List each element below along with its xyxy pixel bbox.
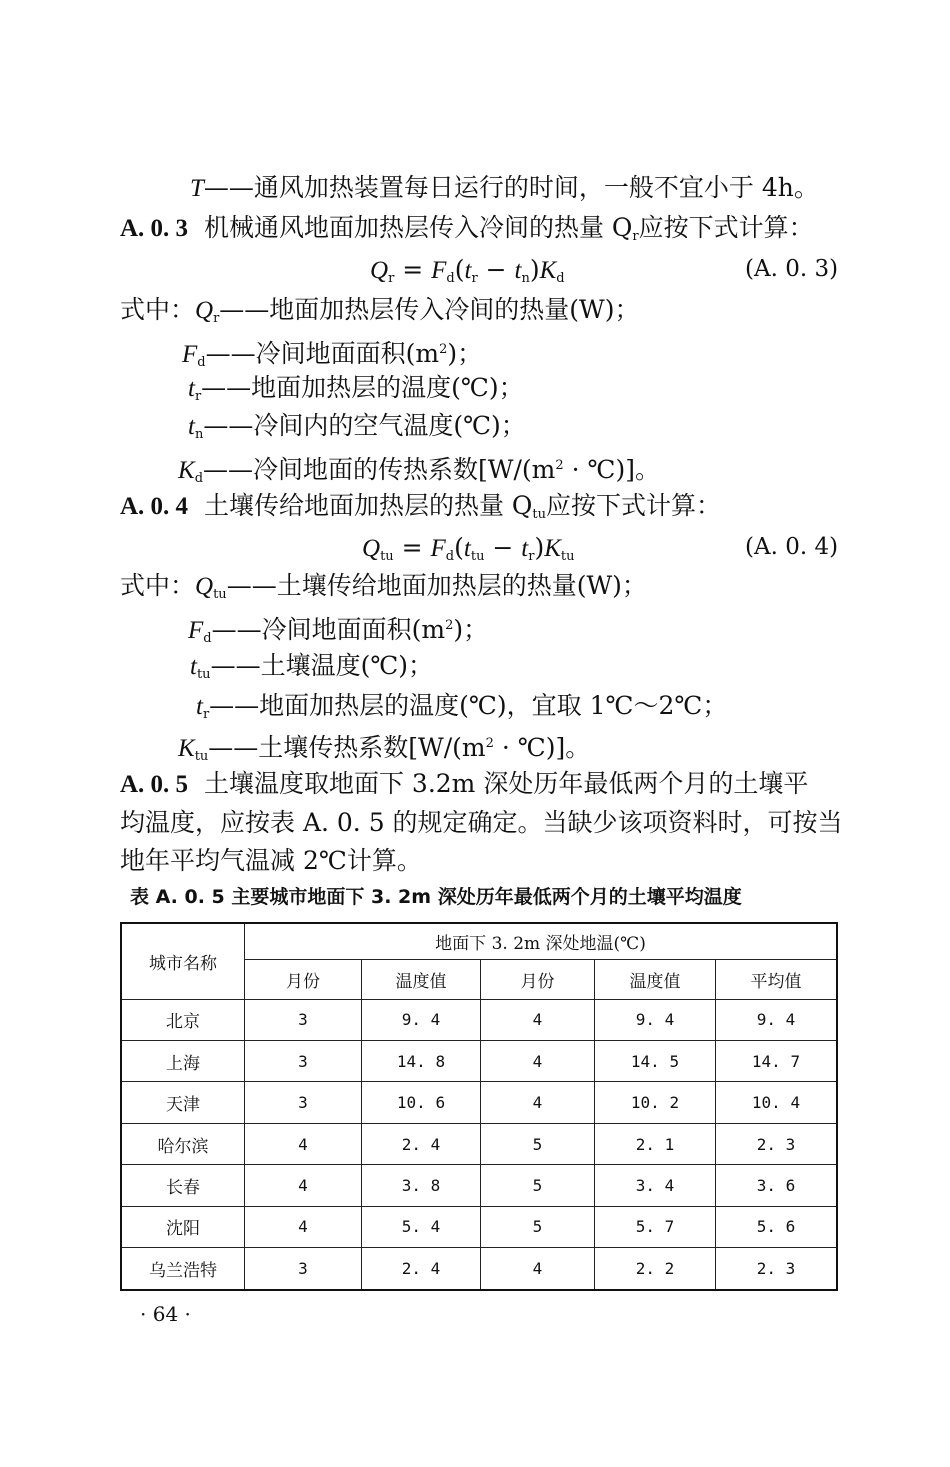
data-cell: 9. 4 (362, 999, 481, 1040)
equation-a03: $Q_r = F_d(t_r - t_n)K_d$ (370, 255, 565, 286)
clause-number: A. 0. 3 (120, 215, 189, 242)
data-cell: 3. 8 (362, 1165, 481, 1206)
data-cell: 2. 3 (716, 1248, 838, 1290)
data-cell: 4 (245, 1206, 362, 1247)
table-caption: 表 A. 0. 5 主要城市地面下 3. 2m 深处历年最低两个月的土壤平均温度 (130, 886, 742, 908)
data-cell: 5 (481, 1206, 595, 1247)
table-row (121, 1082, 837, 1123)
data-cell: 2. 3 (716, 1123, 838, 1164)
data-cell: 3 (245, 999, 362, 1040)
where-a03-4: $t_n——$冷间内的空气温度(℃)； (188, 411, 526, 442)
data-cell: 14. 5 (595, 1040, 716, 1081)
city-header: 城市名称 (121, 923, 245, 999)
clause-a05-line1: A. 0. 5 土壤温度取地面下 3.2m 深处历年最低两个月的土壤平 (120, 769, 809, 798)
where-a03-2: $F_d——$冷间地面面积$(m^2)$； (182, 339, 483, 370)
group-header: 地面下 3. 2m 深处地温(℃) (245, 923, 838, 959)
where-a04-2: $F_d——$冷间地面面积$(m^2)$； (188, 615, 489, 646)
data-cell: 14. 7 (716, 1040, 838, 1081)
data-cell: 4 (245, 1165, 362, 1206)
data-cell: 2. 1 (595, 1123, 716, 1164)
clause-number: A. 0. 4 (120, 493, 189, 520)
data-cell: 9. 4 (716, 999, 838, 1040)
page-number: · 64 · (140, 1302, 191, 1326)
where-a04-3: $t_{tu}——$土壤温度(℃)； (190, 651, 434, 682)
column-header: 温度值 (595, 959, 716, 999)
data-cell: 4 (481, 1040, 595, 1081)
data-cell: 5. 4 (362, 1206, 481, 1247)
city-cell: 沈阳 (121, 1206, 245, 1247)
where-a03-1: 式中：$Q_r——$地面加热层传入冷间的热量(W)； (120, 295, 640, 326)
data-cell: 2. 4 (362, 1123, 481, 1164)
city-cell: 上海 (121, 1040, 245, 1081)
column-header: 月份 (481, 959, 595, 999)
city-cell: 天津 (121, 1082, 245, 1123)
equation-number-a04: (A. 0. 4) (745, 534, 839, 560)
data-cell: 5. 6 (716, 1206, 838, 1247)
data-cell: 9. 4 (595, 999, 716, 1040)
city-cell: 长春 (121, 1165, 245, 1206)
data-cell: 10. 6 (362, 1082, 481, 1123)
city-cell: 乌兰浩特 (121, 1248, 245, 1290)
where-a03-3: $t_r——$地面加热层的温度(℃)； (188, 373, 524, 404)
data-cell: 4 (481, 1248, 595, 1290)
table-row (121, 1206, 837, 1247)
data-cell: 5 (481, 1123, 595, 1164)
table-row (121, 1123, 837, 1164)
city-cell: 北京 (121, 999, 245, 1040)
data-cell: 3 (245, 1082, 362, 1123)
where-a04-1: 式中：$Q_{tu}——$土壤传给地面加热层的热量(W)； (120, 571, 647, 602)
where-a03-5: $K_d——$冷间地面的传热系数[$W/(m^2$ · ℃)]。 (178, 455, 660, 486)
where-a04-4: $t_r——$地面加热层的温度(℃)，宜取 1℃～2℃； (196, 691, 728, 722)
column-header: 月份 (245, 959, 362, 999)
column-header: 温度值 (362, 959, 481, 999)
data-cell: 10. 4 (716, 1082, 838, 1123)
equation-number-a03: (A. 0. 3) (745, 256, 839, 282)
clause-a05-line2: 均温度，应按表 A. 0. 5 的规定确定。当缺少该项资料时，可按当 (120, 808, 843, 837)
data-cell: 3 (245, 1040, 362, 1081)
clause-a03: A. 0. 3 机械通风地面加热层传入冷间的热量 $Q_r$应按下式计算： (120, 213, 814, 244)
data-cell: 10. 2 (595, 1082, 716, 1123)
clause-a04: A. 0. 4 土壤传给地面加热层的热量 $Q_{tu}$应按下式计算： (120, 491, 722, 522)
data-cell: 5 (481, 1165, 595, 1206)
where-a04-5: $K_{tu}——$土壤传热系数[$W/(m^2$ · ℃)]。 (178, 733, 591, 764)
data-cell: 3 (245, 1248, 362, 1290)
data-cell: 5. 7 (595, 1206, 716, 1247)
table-row (121, 1040, 837, 1081)
data-cell: 14. 8 (362, 1040, 481, 1081)
data-cell: 4 (245, 1123, 362, 1164)
soil-temperature-table (120, 922, 838, 1291)
data-cell: 3. 4 (595, 1165, 716, 1206)
equation-a04: $Q_{tu} = F_d(t_{tu} - t_r)K_{tu}$ (362, 533, 575, 564)
data-cell: 2. 4 (362, 1248, 481, 1290)
clause-number: A. 0. 5 (120, 771, 189, 798)
table-row (121, 1165, 837, 1206)
column-header: 平均值 (716, 959, 838, 999)
data-cell: 4 (481, 999, 595, 1040)
definition-T: T——通风加热装置每日运行的时间，一般不宜小于 4h。 (190, 173, 819, 202)
data-cell: 3. 6 (716, 1165, 838, 1206)
table-row (121, 999, 837, 1040)
data-cell: 2. 2 (595, 1248, 716, 1290)
clause-a05-line3: 地年平均气温减 2℃计算。 (120, 846, 422, 875)
data-cell: 4 (481, 1082, 595, 1123)
table-row (121, 1248, 837, 1290)
city-cell: 哈尔滨 (121, 1123, 245, 1164)
